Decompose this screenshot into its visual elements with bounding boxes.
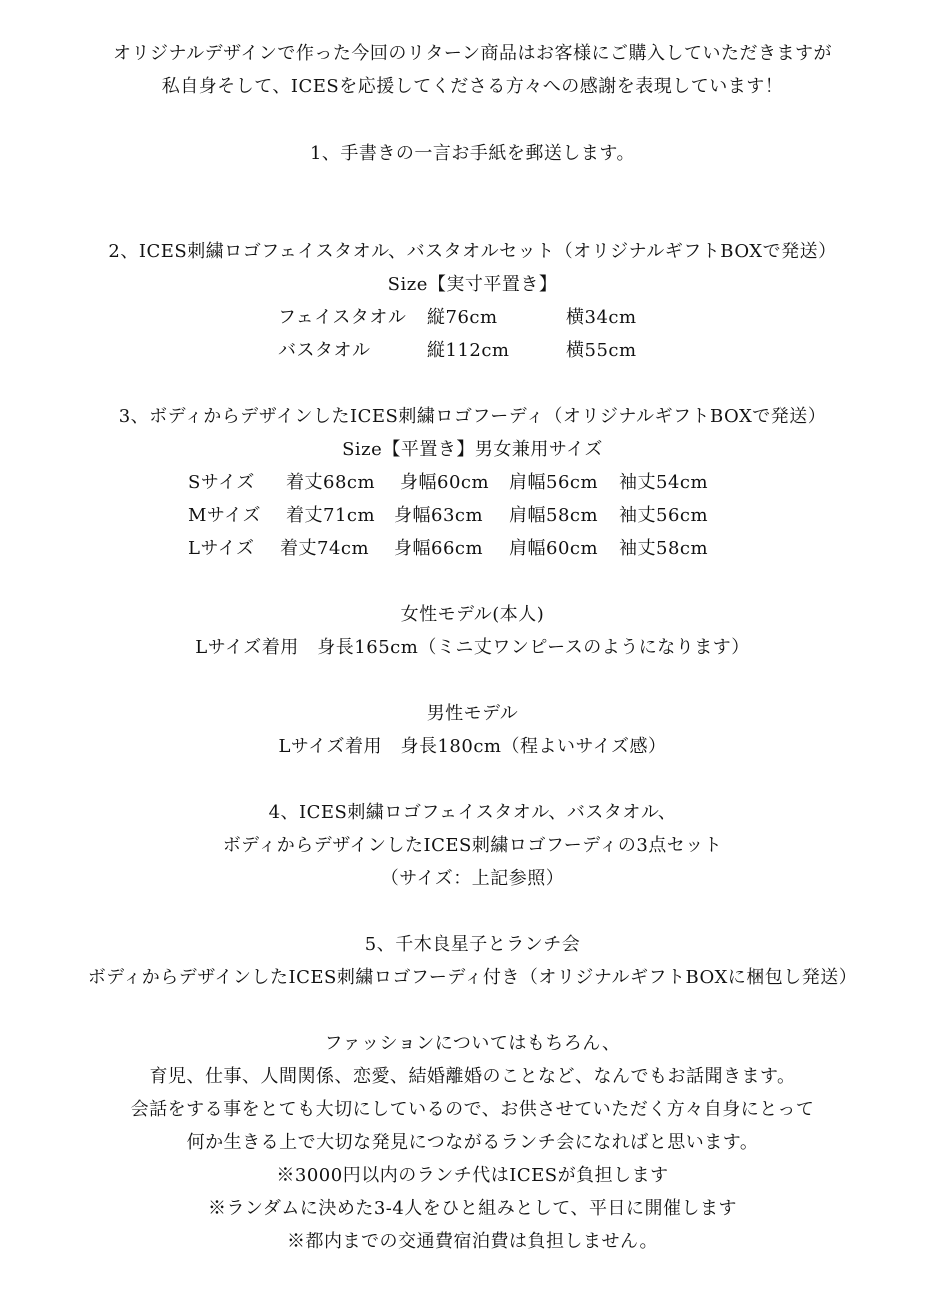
hoodie-size: Sサイズ xyxy=(188,472,255,493)
item5-body-line: 育児、仕事、人間関係、恋愛、結婚離婚のことなど、なんでもお話聞きます。 xyxy=(149,1066,796,1087)
hoodie-length: 着丈74cm xyxy=(280,538,370,559)
item4-title-line-2: ボディからデザインしたICES刺繍ロゴフーディの3点セット xyxy=(222,835,723,856)
hoodie-size-row xyxy=(0,472,945,494)
item2-title: 2、ICES刺繍ロゴフェイスタオル、バスタオルセット（オリジナルギフトBOXで発送） xyxy=(108,241,837,262)
intro-line-1: オリジナルデザインで作った今回のリターン商品はお客様にご購入していただきますが xyxy=(113,43,832,64)
hoodie-length: 着丈71cm xyxy=(286,505,376,526)
item5-note-line: ※都内までの交通費宿泊費は負担しません。 xyxy=(286,1231,659,1252)
towel-length: 縦112cm xyxy=(427,340,510,361)
item5-subtitle: ボディからデザインしたICES刺繍ロゴフーディ付き（オリジナルギフトBOXに梱包し発送） xyxy=(87,967,858,988)
towel-size-row xyxy=(0,340,945,362)
item2-size-heading: Size【実寸平置き】 xyxy=(387,274,558,295)
item5-body-line: ファッションについてはもちろん、 xyxy=(324,1033,621,1054)
item4-title-line-1: 4、ICES刺繍ロゴフェイスタオル、バスタオル、 xyxy=(268,802,677,823)
hoodie-size-row xyxy=(0,505,945,527)
item3-title: 3、ボディからデザインしたICES刺繍ロゴフーディ（オリジナルギフトBOXで発送） xyxy=(118,406,827,427)
male-model-label: 男性モデル xyxy=(426,703,519,724)
hoodie-shoulder: 肩幅58cm xyxy=(509,505,599,526)
hoodie-body-width: 身幅63cm xyxy=(394,505,484,526)
item1-title: 1、手書きの一言お手紙を郵送します。 xyxy=(309,143,635,164)
hoodie-sleeve: 袖丈54cm xyxy=(619,472,709,493)
intro-line-2: 私自身そして、ICESを応援してくださる方々への感謝を表現しています！ xyxy=(161,76,784,97)
item5-note-line: ※ランダムに決めた3-4人をひと組みとして、平日に開催します xyxy=(208,1198,737,1219)
hoodie-body-width: 身幅66cm xyxy=(394,538,484,559)
item5-title: 5、千木良星子とランチ会 xyxy=(364,934,581,955)
hoodie-size-row xyxy=(0,538,945,560)
item3-size-heading: Size【平置き】男女兼用サイズ xyxy=(342,439,603,460)
towel-width: 横34cm xyxy=(566,307,637,328)
hoodie-length: 着丈68cm xyxy=(286,472,376,493)
towel-length: 縦76cm xyxy=(427,307,498,328)
towel-name: バスタオル xyxy=(278,340,371,361)
hoodie-sleeve: 袖丈56cm xyxy=(619,505,709,526)
item5-body-line: 会話をする事をとても大切にしているので、お供させていただく方々自身にとって xyxy=(130,1099,815,1120)
hoodie-shoulder: 肩幅56cm xyxy=(509,472,599,493)
hoodie-shoulder: 肩幅60cm xyxy=(509,538,599,559)
towel-width: 横55cm xyxy=(566,340,637,361)
hoodie-size: Lサイズ xyxy=(188,538,255,559)
item5-note-line: ※3000円以内のランチ代はICESが負担します xyxy=(276,1165,669,1186)
male-model-info: Lサイズ着用 身長180cm（程よいサイズ感） xyxy=(278,736,667,757)
item4-note: （サイズ：上記参照） xyxy=(380,868,565,889)
towel-size-row xyxy=(0,307,945,329)
hoodie-body-width: 身幅60cm xyxy=(400,472,490,493)
female-model-info: Lサイズ着用 身長165cm（ミニ丈ワンピースのようになります） xyxy=(195,637,750,658)
towel-name: フェイスタオル xyxy=(278,307,407,328)
female-model-label: 女性モデル(本人) xyxy=(400,604,545,625)
hoodie-size: Mサイズ xyxy=(188,505,261,526)
hoodie-sleeve: 袖丈58cm xyxy=(619,538,709,559)
item5-body-line: 何か生きる上で大切な発見につながるランチ会になればと思います。 xyxy=(186,1132,759,1153)
